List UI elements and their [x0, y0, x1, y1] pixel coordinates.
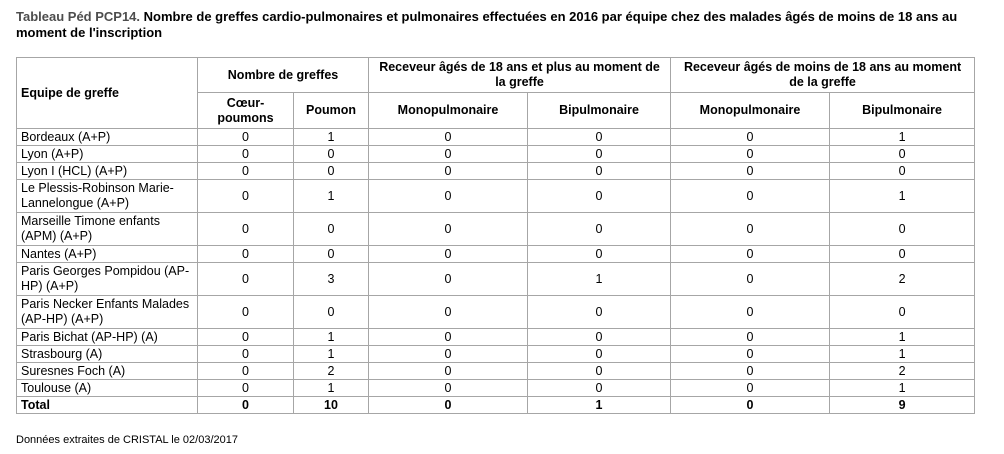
count-cell: 0 [528, 180, 671, 213]
team-name: Lyon (A+P) [17, 146, 198, 163]
count-cell: 0 [369, 329, 528, 346]
count-cell: 0 [671, 263, 830, 296]
count-cell: 0 [671, 296, 830, 329]
team-name: Bordeaux (A+P) [17, 129, 198, 146]
count-cell: 0 [198, 146, 294, 163]
team-name: Nantes (A+P) [17, 246, 198, 263]
team-name: Suresnes Foch (A) [17, 363, 198, 380]
count-cell: 0 [369, 346, 528, 363]
count-cell: 0 [671, 129, 830, 146]
count-cell: 0 [528, 329, 671, 346]
count-cell: 0 [528, 146, 671, 163]
header-lung: Poumon [294, 93, 369, 129]
count-cell: 0 [198, 213, 294, 246]
count-cell: 0 [198, 329, 294, 346]
count-cell: 0 [198, 296, 294, 329]
table-caption: Nombre de greffes cardio-pulmonaires et pulmonaires effectuées en 2016 par équipe chez des malades âgés de moins de 18 ans au moment de l'inscription [16, 9, 958, 40]
count-cell: 0 [294, 213, 369, 246]
count-cell: 0 [830, 246, 975, 263]
count-cell: 0 [369, 397, 528, 414]
count-cell: 0 [369, 363, 528, 380]
count-cell: 0 [830, 213, 975, 246]
team-name: Toulouse (A) [17, 380, 198, 397]
count-cell: 0 [528, 163, 671, 180]
count-cell: 0 [369, 263, 528, 296]
count-cell: 0 [294, 246, 369, 263]
count-cell: 0 [671, 380, 830, 397]
count-cell: 1 [294, 180, 369, 213]
total-row [17, 397, 975, 414]
count-cell: 0 [528, 346, 671, 363]
count-cell: 0 [294, 296, 369, 329]
header-team: Equipe de greffe [17, 58, 198, 129]
count-cell: 1 [528, 263, 671, 296]
count-cell: 1 [830, 346, 975, 363]
team-name: Marseille Timone enfants (APM) (A+P) [17, 213, 198, 246]
count-cell: 0 [528, 296, 671, 329]
team-name: Total [17, 397, 198, 414]
count-cell: 0 [369, 146, 528, 163]
data-source-note: Données extraites de CRISTAL le 02/03/2017 [16, 434, 238, 446]
count-cell: 0 [198, 346, 294, 363]
table-row [17, 129, 975, 146]
count-cell: 0 [830, 296, 975, 329]
table-row [17, 180, 975, 213]
table-row [17, 296, 975, 329]
count-cell: 0 [369, 380, 528, 397]
count-cell: 0 [198, 380, 294, 397]
count-cell: 2 [294, 363, 369, 380]
count-cell: 1 [830, 129, 975, 146]
team-name: Le Plessis-Robinson Marie-Lannelongue (A+P) [17, 180, 198, 213]
count-cell: 9 [830, 397, 975, 414]
table-row [17, 163, 975, 180]
count-cell: 0 [528, 213, 671, 246]
header-group-adult: Receveur âgés de 18 ans et plus au moment de la greffe [369, 58, 671, 93]
header-child-double: Bipulmonaire [830, 93, 975, 129]
count-cell: 10 [294, 397, 369, 414]
count-cell: 0 [671, 363, 830, 380]
header-group-child: Receveur âgés de moins de 18 ans au moment de la greffe [671, 58, 975, 93]
table-row [17, 363, 975, 380]
count-cell: 0 [671, 163, 830, 180]
count-cell: 0 [528, 129, 671, 146]
table-row [17, 213, 975, 246]
table-row [17, 329, 975, 346]
count-cell: 1 [830, 180, 975, 213]
count-cell: 1 [528, 397, 671, 414]
count-cell: 0 [671, 397, 830, 414]
count-cell: 0 [294, 146, 369, 163]
count-cell: 0 [671, 346, 830, 363]
count-cell: 0 [198, 263, 294, 296]
count-cell: 0 [528, 380, 671, 397]
count-cell: 1 [294, 329, 369, 346]
count-cell: 1 [294, 129, 369, 146]
table-number: Tableau Péd PCP14. [16, 9, 141, 24]
header-heart-lung: Cœur-poumons [198, 93, 294, 129]
count-cell: 0 [528, 246, 671, 263]
header-adult-double: Bipulmonaire [528, 93, 671, 129]
count-cell: 3 [294, 263, 369, 296]
team-name: Strasbourg (A) [17, 346, 198, 363]
table-row [17, 146, 975, 163]
team-name: Paris Necker Enfants Malades (AP-HP) (A+P) [17, 296, 198, 329]
count-cell: 0 [671, 246, 830, 263]
count-cell: 0 [369, 296, 528, 329]
count-cell: 0 [294, 163, 369, 180]
header-child-single: Monopulmonaire [671, 93, 830, 129]
count-cell: 0 [369, 129, 528, 146]
count-cell: 0 [369, 163, 528, 180]
count-cell: 0 [198, 397, 294, 414]
table-row [17, 346, 975, 363]
count-cell: 0 [198, 163, 294, 180]
count-cell: 2 [830, 363, 975, 380]
table-row [17, 380, 975, 397]
team-name: Lyon I (HCL) (A+P) [17, 163, 198, 180]
count-cell: 0 [671, 146, 830, 163]
transplant-table [16, 57, 975, 414]
count-cell: 1 [294, 346, 369, 363]
count-cell: 1 [294, 380, 369, 397]
header-adult-single: Monopulmonaire [369, 93, 528, 129]
table-body [17, 129, 975, 414]
count-cell: 0 [198, 363, 294, 380]
count-cell: 1 [830, 380, 975, 397]
table-row [17, 263, 975, 296]
count-cell: 0 [198, 129, 294, 146]
count-cell: 0 [369, 180, 528, 213]
count-cell: 2 [830, 263, 975, 296]
team-name: Paris Bichat (AP-HP) (A) [17, 329, 198, 346]
header-group-count: Nombre de greffes [198, 58, 369, 93]
count-cell: 0 [830, 146, 975, 163]
count-cell: 1 [830, 329, 975, 346]
table-row [17, 246, 975, 263]
count-cell: 0 [198, 246, 294, 263]
count-cell: 0 [671, 213, 830, 246]
count-cell: 0 [198, 180, 294, 213]
team-name: Paris Georges Pompidou (AP-HP) (A+P) [17, 263, 198, 296]
count-cell: 0 [830, 163, 975, 180]
count-cell: 0 [369, 213, 528, 246]
count-cell: 0 [369, 246, 528, 263]
count-cell: 0 [671, 329, 830, 346]
count-cell: 0 [671, 180, 830, 213]
count-cell: 0 [528, 363, 671, 380]
table-title [16, 9, 988, 41]
